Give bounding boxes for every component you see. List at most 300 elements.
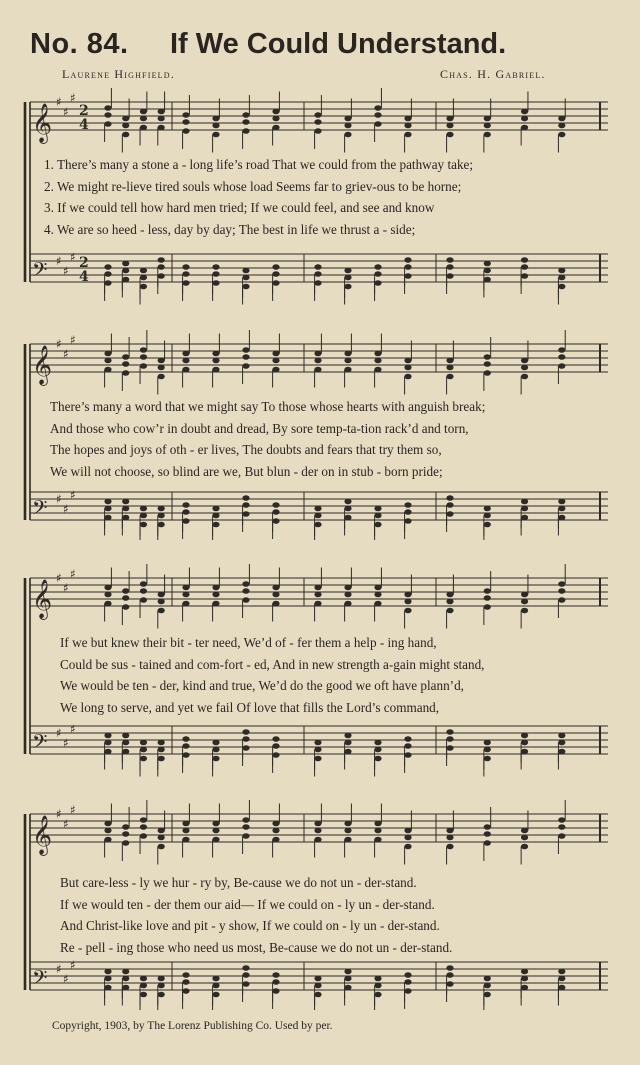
note-head (212, 592, 219, 598)
note-head (212, 280, 219, 286)
staff (30, 722, 608, 777)
note-head (404, 592, 411, 598)
note-head (404, 123, 411, 129)
note-head (344, 837, 351, 843)
note-head (344, 515, 351, 521)
note-head (158, 992, 165, 998)
note-head (104, 271, 111, 277)
note-head (158, 828, 165, 834)
note-head (314, 271, 321, 277)
sharp-icon: ♯ (56, 726, 62, 740)
note-head (374, 601, 381, 607)
note-head (374, 264, 381, 270)
note-head (484, 123, 491, 129)
note-head (212, 601, 219, 607)
bass-clef-icon: 𝄢 (32, 966, 48, 994)
note-head (272, 592, 279, 598)
note-head (446, 729, 453, 735)
note-head (558, 499, 565, 505)
note-head (242, 112, 249, 118)
note-head (212, 513, 219, 519)
sharp-icon: ♯ (70, 333, 76, 347)
note-head (140, 817, 147, 823)
note-head (314, 756, 321, 762)
time-signature-bottom: 4 (79, 117, 89, 133)
note-head (521, 976, 528, 982)
note-head (104, 976, 111, 982)
note-head (182, 112, 189, 118)
note-head (374, 280, 381, 286)
lyrics-block (50, 396, 485, 482)
note-head (558, 985, 565, 991)
note-head (374, 983, 381, 989)
note-head (104, 506, 111, 512)
sharp-icon: ♯ (70, 567, 76, 581)
note-head (272, 358, 279, 364)
lyric-line: If we but knew their bit - ter need, We’d of - fer them a help - ing hand, (60, 635, 437, 650)
lyric-line: If we would ten - der them our aid— If we could on - ly un - der-stand. (60, 896, 435, 912)
note-head (212, 585, 219, 591)
note-head (212, 264, 219, 270)
note-head (242, 972, 249, 978)
note-head (404, 608, 411, 614)
note-head (521, 740, 528, 746)
note-head (242, 275, 249, 281)
note-head (122, 261, 129, 267)
note-head (140, 833, 147, 839)
note-head (521, 264, 528, 270)
lyric-line: And Christ-like love and pit - y show, If we could on - ly un - der-stand. (60, 918, 440, 933)
note-head (344, 969, 351, 975)
note-head (182, 128, 189, 134)
note-head (272, 116, 279, 122)
note-head (140, 581, 147, 587)
note-head (344, 116, 351, 122)
note-head (182, 280, 189, 286)
note-head (122, 277, 129, 283)
note-head (484, 522, 491, 528)
note-head (484, 268, 491, 274)
note-head (484, 831, 491, 837)
note-head (272, 502, 279, 508)
note-head (344, 275, 351, 281)
note-head (558, 824, 565, 830)
bass-clef-icon: 𝄢 (32, 258, 48, 286)
note-head (158, 747, 165, 753)
note-head (404, 844, 411, 850)
sharp-icon: ♯ (56, 95, 62, 109)
sharp-icon: ♯ (63, 347, 69, 361)
note-head (212, 351, 219, 357)
note-head (158, 599, 165, 605)
note-head (521, 374, 528, 380)
lyric-line: The hopes and joys of oth - er lives, The doubts and fears that try them so, (50, 442, 442, 457)
note-head (374, 121, 381, 127)
note-head (242, 817, 249, 823)
note-head (521, 116, 528, 122)
note-head (104, 969, 111, 975)
note-head (272, 837, 279, 843)
note-head (344, 749, 351, 755)
note-head (158, 264, 165, 270)
note-head (314, 119, 321, 125)
note-head (122, 515, 129, 521)
note-head (158, 522, 165, 528)
note-head (521, 499, 528, 505)
note-head (212, 756, 219, 762)
note-head (521, 273, 528, 279)
note-head (446, 358, 453, 364)
note-head (404, 988, 411, 994)
note-head (104, 280, 111, 286)
note-head (314, 112, 321, 118)
note-head (558, 588, 565, 594)
note-head (558, 268, 565, 274)
note-head (104, 733, 111, 739)
note-head (558, 740, 565, 746)
note-head (104, 585, 111, 591)
note-head (212, 976, 219, 982)
note-head (374, 740, 381, 746)
note-head (314, 821, 321, 827)
note-head (242, 745, 249, 751)
note-head (140, 275, 147, 281)
sharp-icon: ♯ (70, 250, 76, 264)
lyric-line: Could be sus - tained and com-fort - ed, And in new strength a-gain might stand, (60, 656, 485, 672)
note-head (446, 116, 453, 122)
note-head (182, 351, 189, 357)
note-head (140, 284, 147, 290)
time-signature-bottom: 4 (79, 269, 89, 285)
note-head (446, 511, 453, 517)
note-head (344, 985, 351, 991)
sharp-icon: ♯ (63, 264, 69, 278)
note-head (558, 275, 565, 281)
lyric-line: We would be ten - der, kind and true, We’d do the good we oft have plann’d, (60, 678, 464, 693)
note-head (122, 749, 129, 755)
note-head (446, 123, 453, 129)
note-head (558, 833, 565, 839)
note-head (140, 976, 147, 982)
note-head (446, 608, 453, 614)
note-head (140, 268, 147, 274)
treble-clef-icon: 𝄞 (32, 345, 53, 385)
note-head (272, 601, 279, 607)
note-head (140, 740, 147, 746)
note-head (484, 840, 491, 846)
note-head (344, 821, 351, 827)
note-head (314, 837, 321, 843)
treble-clef-icon: 𝄞 (32, 815, 53, 855)
note-head (558, 749, 565, 755)
note-head (374, 585, 381, 591)
hymn-number: No. 84. (30, 28, 129, 60)
note-head (242, 597, 249, 603)
note-head (182, 752, 189, 758)
note-head (344, 268, 351, 274)
note-head (122, 506, 129, 512)
note-head (182, 972, 189, 978)
note-head (558, 347, 565, 353)
note-head (212, 740, 219, 746)
note-head (272, 518, 279, 524)
note-head (521, 365, 528, 371)
sharp-icon: ♯ (70, 803, 76, 817)
note-head (158, 273, 165, 279)
note-head (272, 979, 279, 985)
note-head (158, 257, 165, 263)
note-head (242, 119, 249, 125)
lyric-line: 1. There’s many a stone a - long life’s road That we could from the pathway take; (44, 157, 474, 172)
note-head (182, 518, 189, 524)
lyric-line: 3. If we could tell how hard men tried; If we could feel, and see and know (44, 200, 435, 215)
note-head (374, 513, 381, 519)
note-head (484, 370, 491, 376)
staff (30, 250, 608, 305)
note-head (140, 125, 147, 131)
staff (30, 88, 608, 153)
note-head (212, 271, 219, 277)
note-head (314, 983, 321, 989)
note-head (314, 280, 321, 286)
note-head (374, 112, 381, 118)
note-head (140, 354, 147, 360)
note-head (484, 740, 491, 746)
note-head (558, 976, 565, 982)
note-head (404, 743, 411, 749)
note-head (374, 992, 381, 998)
note-head (558, 506, 565, 512)
lyrics-block (44, 154, 473, 240)
note-head (212, 821, 219, 827)
sharp-icon: ♯ (63, 817, 69, 831)
note-head (158, 374, 165, 380)
note-head (521, 257, 528, 263)
lyricist-credit: Laurene Highfield. (62, 67, 175, 81)
note-head (344, 358, 351, 364)
note-head (272, 351, 279, 357)
note-head (158, 976, 165, 982)
note-head (272, 585, 279, 591)
note-head (404, 132, 411, 138)
note-head (122, 588, 129, 594)
note-head (104, 828, 111, 834)
staff (30, 330, 608, 395)
treble-clef-icon: 𝄞 (32, 579, 53, 619)
note-head (314, 513, 321, 519)
note-head (314, 585, 321, 591)
note-head (272, 828, 279, 834)
note-head (374, 351, 381, 357)
note-head (182, 821, 189, 827)
note-head (484, 983, 491, 989)
time-signature-top: 2 (79, 103, 89, 119)
note-head (344, 601, 351, 607)
note-head (212, 367, 219, 373)
note-head (242, 736, 249, 742)
note-head (122, 595, 129, 601)
note-head (521, 125, 528, 131)
note-head (140, 597, 147, 603)
note-head (182, 736, 189, 742)
note-head (158, 983, 165, 989)
note-head (314, 506, 321, 512)
note-head (122, 824, 129, 830)
note-head (314, 992, 321, 998)
note-head (314, 351, 321, 357)
note-head (314, 358, 321, 364)
note-head (182, 837, 189, 843)
note-head (140, 363, 147, 369)
note-head (484, 976, 491, 982)
note-head (344, 506, 351, 512)
note-head (446, 132, 453, 138)
note-head (344, 592, 351, 598)
note-head (484, 747, 491, 753)
note-head (374, 828, 381, 834)
sharp-icon: ♯ (70, 722, 76, 736)
note-head (122, 132, 129, 138)
note-head (272, 367, 279, 373)
staff (30, 564, 608, 629)
note-head (122, 361, 129, 367)
note-head (558, 132, 565, 138)
sharp-icon: ♯ (63, 502, 69, 516)
treble-clef-icon: 𝄞 (32, 103, 53, 143)
note-head (484, 992, 491, 998)
note-head (558, 354, 565, 360)
note-head (404, 835, 411, 841)
note-head (558, 733, 565, 739)
note-head (374, 271, 381, 277)
note-head (344, 740, 351, 746)
note-head (212, 132, 219, 138)
note-head (182, 358, 189, 364)
note-head (242, 824, 249, 830)
note-head (521, 109, 528, 115)
note-head (558, 515, 565, 521)
note-head (104, 821, 111, 827)
note-head (446, 502, 453, 508)
staff (30, 488, 608, 540)
note-head (122, 976, 129, 982)
lyric-line: Re - pell - ing those who need us most, Be-cause we do not un - der-stand. (60, 939, 453, 955)
note-head (446, 264, 453, 270)
note-head (104, 367, 111, 373)
note-head (104, 499, 111, 505)
note-head (122, 499, 129, 505)
note-head (158, 608, 165, 614)
note-head (558, 969, 565, 975)
sharp-icon: ♯ (56, 807, 62, 821)
note-head (314, 128, 321, 134)
note-head (272, 109, 279, 115)
note-head (272, 264, 279, 270)
note-head (272, 280, 279, 286)
note-head (158, 125, 165, 131)
sharp-icon: ♯ (63, 972, 69, 986)
note-head (446, 257, 453, 263)
note-head (521, 985, 528, 991)
note-head (558, 597, 565, 603)
note-head (272, 125, 279, 131)
note-head (122, 740, 129, 746)
note-head (242, 502, 249, 508)
note-head (212, 358, 219, 364)
note-head (122, 840, 129, 846)
note-head (446, 835, 453, 841)
note-head (182, 509, 189, 515)
note-head (104, 112, 111, 118)
note-head (182, 264, 189, 270)
note-head (446, 965, 453, 971)
note-head (484, 506, 491, 512)
note-head (521, 515, 528, 521)
note-head (404, 273, 411, 279)
note-head (212, 992, 219, 998)
note-head (104, 264, 111, 270)
note-head (272, 988, 279, 994)
note-head (521, 749, 528, 755)
note-head (484, 595, 491, 601)
sharp-icon: ♯ (70, 488, 76, 502)
note-head (446, 828, 453, 834)
lyric-line: There’s many a word that we might say To those whose hearts with anguish break; (50, 399, 486, 414)
note-head (521, 599, 528, 605)
note-head (182, 119, 189, 125)
note-head (122, 123, 129, 129)
note-head (104, 985, 111, 991)
note-head (242, 363, 249, 369)
note-head (446, 844, 453, 850)
note-head (182, 592, 189, 598)
note-head (558, 123, 565, 129)
lyric-line: We will not choose, so blind are we, But blun - der on in stub - born pride; (50, 463, 443, 479)
note-head (212, 123, 219, 129)
note-head (446, 599, 453, 605)
sharp-icon: ♯ (63, 581, 69, 595)
note-head (521, 969, 528, 975)
lyrics-block (60, 632, 484, 718)
note-head (158, 506, 165, 512)
note-head (344, 367, 351, 373)
note-head (484, 756, 491, 762)
note-head (272, 972, 279, 978)
note-head (122, 733, 129, 739)
note-head (140, 588, 147, 594)
note-head (122, 985, 129, 991)
hymn-header (30, 28, 620, 68)
note-head (446, 981, 453, 987)
note-head (182, 979, 189, 985)
note-head (344, 123, 351, 129)
note-head (484, 604, 491, 610)
note-head (344, 132, 351, 138)
music-system-4 (22, 792, 608, 1010)
note-head (122, 969, 129, 975)
note-head (374, 522, 381, 528)
note-head (484, 277, 491, 283)
note-head (404, 972, 411, 978)
sharp-icon: ♯ (56, 571, 62, 585)
note-head (182, 271, 189, 277)
note-head (344, 733, 351, 739)
note-head (212, 747, 219, 753)
note-head (344, 499, 351, 505)
sharp-icon: ♯ (63, 105, 69, 119)
note-head (374, 821, 381, 827)
sharp-icon: ♯ (63, 736, 69, 750)
